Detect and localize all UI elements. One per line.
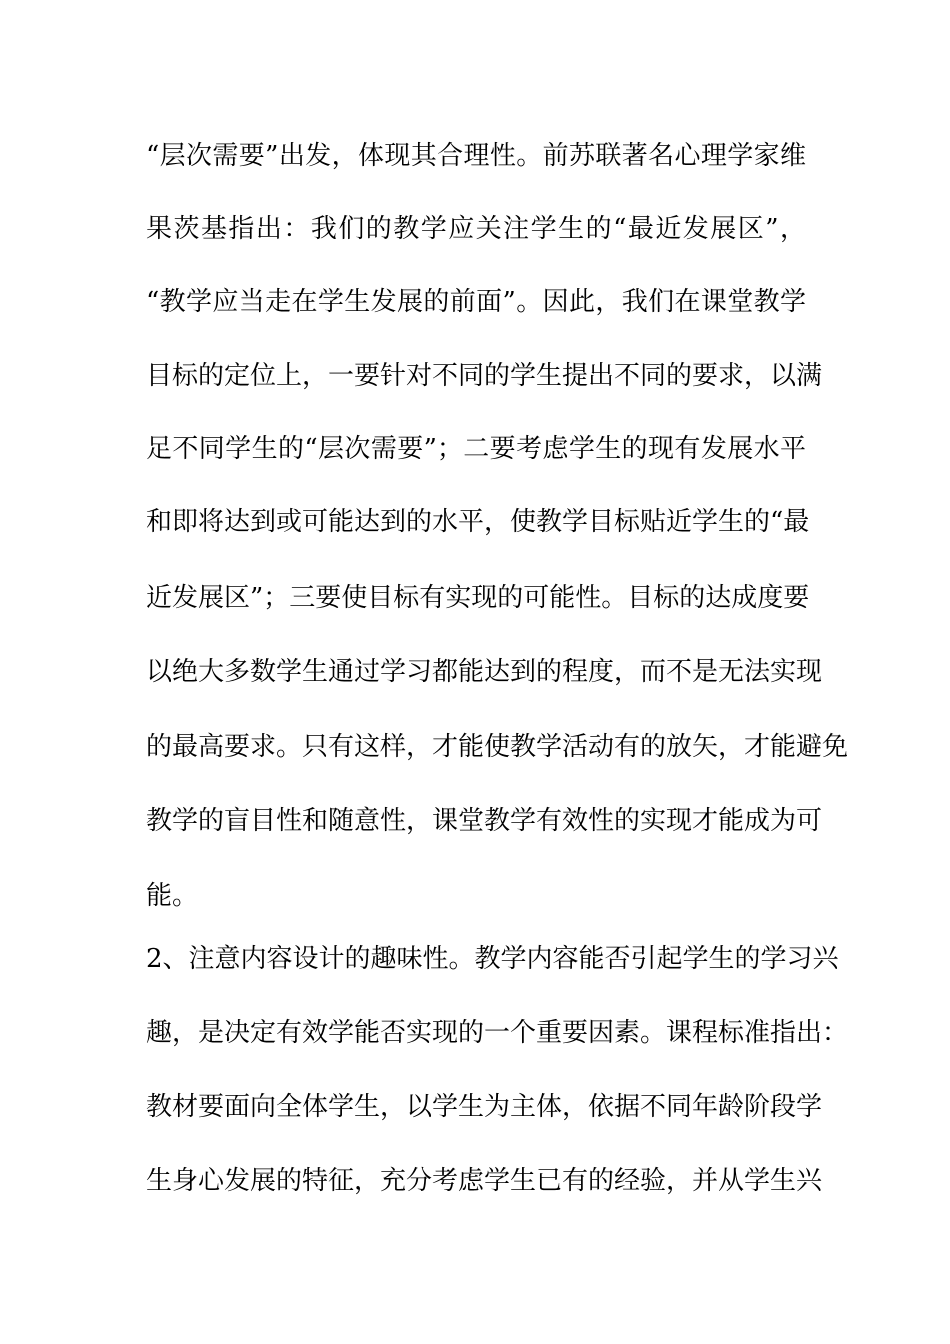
paragraph-line: “教学应当走在学生发展的前面”。因此，我们在课堂教学 [146,287,806,317]
paragraph-line: 的最高要求。只有这样，才能使教学活动有的放矢，才能避免 [146,732,849,762]
paragraph-line: 目标的定位上，一要针对不同的学生提出不同的要求，以满 [146,361,823,391]
paragraph-line: 教材要面向全体学生，以学生为主体，依据不同年龄阶段学 [146,1092,823,1122]
paragraph-line: 教学的盲目性和随意性，课堂教学有效性的实现才能成为可 [146,806,823,836]
paragraph-line: 近发展区”；三要使目标有实现的可能性。目标的达成度要 [146,583,810,613]
paragraph-line: 2、注意内容设计的趣味性。教学内容能否引起学生的学习兴 [146,944,839,974]
paragraph-line: 和即将达到或可能达到的水平，使教学目标贴近学生的“最 [146,507,810,537]
paragraph-line: 果茨基指出：我们的教学应关注学生的“最近发展区”， [146,214,806,244]
paragraph-line-end: 能。 [146,881,199,911]
paragraph-line: 以绝大多数学生通过学习都能达到的程度，而不是无法实现 [146,657,823,687]
paragraph-line: 趣，是决定有效学能否实现的一个重要因素。课程标准指出： [146,1018,849,1048]
paragraph-line: “层次需要”出发，体现其合理性。前苏联著名心理学家维 [146,141,806,171]
paragraph-line: 足不同学生的“层次需要”；二要考虑学生的现有发展水平 [146,434,806,464]
paragraph-line: 生身心发展的特征，充分考虑学生已有的经验，并从学生兴 [146,1166,823,1196]
